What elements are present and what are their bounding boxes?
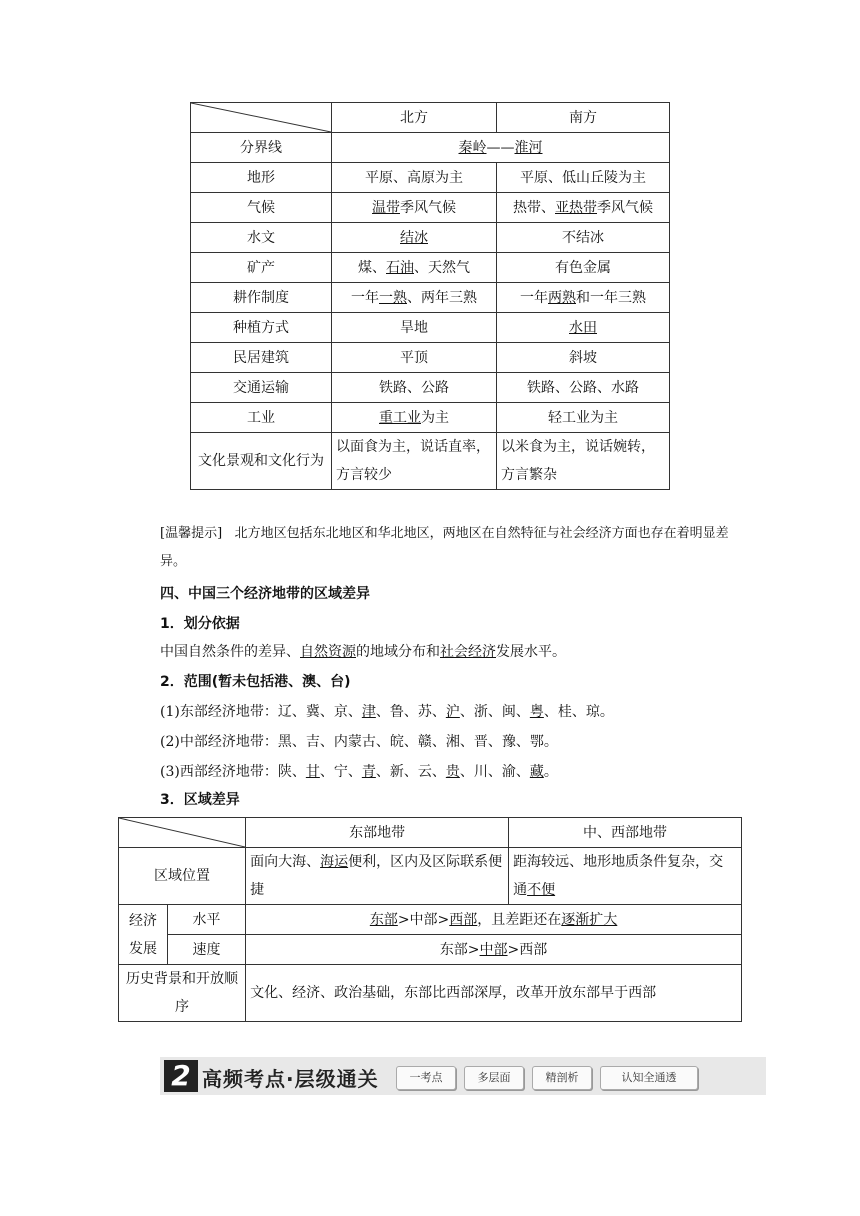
- row-label: 气候: [191, 193, 332, 223]
- table-row: [191, 193, 670, 223]
- row-label: 历史背景和开放顺序: [119, 965, 246, 1022]
- section-number-badge: 2: [164, 1060, 198, 1092]
- east-belt-text: (1)东部经济地带：辽、冀、京、津、鲁、苏、沪、浙、闽、粤、桂、琼。: [160, 704, 614, 720]
- header-north: 北方: [332, 103, 497, 133]
- division-basis-text: 中国自然条件的差异、自然资源的地域分布和社会经济发展水平。: [160, 644, 566, 660]
- north-cell: 平原、高原为主: [332, 163, 497, 193]
- tag-2: 多层面: [464, 1066, 524, 1090]
- south-cell: 轻工业为主: [497, 403, 670, 433]
- table-row: [119, 905, 742, 935]
- row-label: 水文: [191, 223, 332, 253]
- north-cell: 铁路、公路: [332, 373, 497, 403]
- diagonal-header-cell: [191, 103, 332, 133]
- south-cell: 斜坡: [497, 343, 670, 373]
- table-row: [191, 283, 670, 313]
- table-row: [119, 848, 742, 905]
- north-cell: 平顶: [332, 343, 497, 373]
- table-row: [191, 343, 670, 373]
- table-row: [191, 313, 670, 343]
- south-cell: 平原、低山丘陵为主: [497, 163, 670, 193]
- banner-title: 高频考点·层级通关: [202, 1067, 379, 1091]
- south-cell: 水田: [497, 313, 670, 343]
- header-south: 南方: [497, 103, 670, 133]
- tip-paragraph: [160, 520, 740, 576]
- row-label: 区域位置: [119, 848, 246, 905]
- history-value: 文化、经济、政治基础，东部比西部深厚，改革开放东部早于西部: [246, 965, 742, 1022]
- diagonal-header-cell: [119, 818, 246, 848]
- table-row: [119, 935, 742, 965]
- row-label: 文化景观和文化行为: [191, 433, 332, 490]
- table-row: [191, 403, 670, 433]
- north-cell: 以面食为主，说话直率，方言较少: [332, 433, 497, 490]
- south-cell: 热带、亚热带季风气候: [497, 193, 670, 223]
- south-cell: 一年两熟和一年三熟: [497, 283, 670, 313]
- north-south-comparison-table: [190, 102, 670, 490]
- row-label: 民居建筑: [191, 343, 332, 373]
- subsection-title-1: 1．划分依据: [160, 616, 240, 632]
- table-row: [191, 373, 670, 403]
- row-label: 地形: [191, 163, 332, 193]
- header-central-west: 中、西部地带: [509, 818, 742, 848]
- header-east: 东部地带: [246, 818, 509, 848]
- north-cell: 结冰: [332, 223, 497, 253]
- tag-3: 精剖析: [532, 1066, 592, 1090]
- section-banner: [160, 1057, 766, 1095]
- row-label: 矿产: [191, 253, 332, 283]
- economic-belt-table: [118, 817, 742, 1022]
- central-belt-text: (2)中部经济地带：黑、吉、内蒙古、皖、赣、湘、晋、豫、鄂。: [160, 734, 558, 750]
- south-cell: 以米食为主，说话婉转，方言繁杂: [497, 433, 670, 490]
- north-cell: 旱地: [332, 313, 497, 343]
- section-title: 四、中国三个经济地带的区域差异: [160, 586, 370, 602]
- tag-4: 认知全通透: [600, 1066, 698, 1090]
- boundary-value: 秦岭——淮河: [332, 133, 670, 163]
- row-label: 交通运输: [191, 373, 332, 403]
- row-label: 经济发展: [119, 905, 168, 965]
- north-cell: 煤、石油、天然气: [332, 253, 497, 283]
- south-cell: 铁路、公路、水路: [497, 373, 670, 403]
- row-label: 分界线: [191, 133, 332, 163]
- row-label: 耕作制度: [191, 283, 332, 313]
- speed-value: 东部>中部>西部: [246, 935, 742, 965]
- west-belt-text: (3)西部经济地带：陕、甘、宁、青、新、云、贵、川、渝、藏。: [160, 764, 558, 780]
- south-cell: 有色金属: [497, 253, 670, 283]
- subsection-title-3: 3．区域差异: [160, 792, 240, 808]
- table-row: [191, 163, 670, 193]
- row-label: 速度: [168, 935, 246, 965]
- tag-1: 一考点: [396, 1066, 456, 1090]
- table-row: [191, 433, 670, 490]
- row-label: 种植方式: [191, 313, 332, 343]
- table-row: [191, 253, 670, 283]
- north-cell: 温带季风气候: [332, 193, 497, 223]
- row-label: 工业: [191, 403, 332, 433]
- table-row: [191, 133, 670, 163]
- north-cell: 一年一熟、两年三熟: [332, 283, 497, 313]
- north-cell: 重工业为主: [332, 403, 497, 433]
- tip-label: [温馨提示]: [160, 526, 223, 541]
- west-location-cell: 距海较远、地形地质条件复杂，交通不便: [509, 848, 742, 905]
- tip-text: 北方地区包括东北地区和华北地区，两地区在自然特征与社会经济方面也存在着明显差异。: [160, 526, 729, 569]
- east-location-cell: 面向大海、海运便利，区内及区际联系便捷: [246, 848, 509, 905]
- table-row: [191, 223, 670, 253]
- row-label: 水平: [168, 905, 246, 935]
- table-row: [119, 965, 742, 1022]
- south-cell: 不结冰: [497, 223, 670, 253]
- level-value: 东部>中部>西部，且差距还在逐渐扩大: [246, 905, 742, 935]
- subsection-title-2: 2．范围(暂未包括港、澳、台): [160, 674, 351, 690]
